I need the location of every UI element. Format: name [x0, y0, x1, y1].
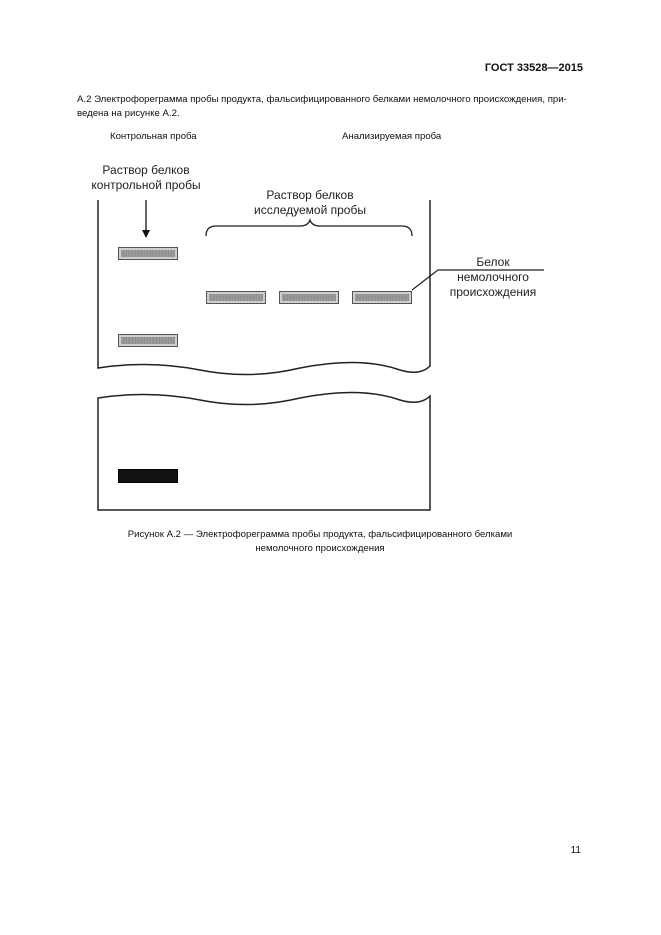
caption-line-2: немолочного происхождения	[255, 543, 385, 554]
column-label-control: Контрольная проба	[110, 131, 197, 142]
caption-line-1: Рисунок А.2 — Электрофореграмма пробы продукта, фальсифицированного белками	[127, 529, 513, 540]
paragraph-line-2: ведена на рисунке А.2.	[77, 108, 180, 119]
label-nonmilk-line-1: Белок	[476, 255, 510, 269]
page-number: 11	[570, 845, 581, 856]
label-analyzed-solution-line-1: Раствор белков	[266, 188, 354, 202]
label-nonmilk-line-3: происхождения	[449, 285, 537, 299]
label-analyzed-solution-line-2: исследуемой пробы	[254, 203, 366, 217]
label-nonmilk-line-2: немолочного	[457, 270, 529, 284]
figure-caption	[60, 528, 580, 556]
gel-lower-outline	[98, 392, 430, 510]
control-arrow-head	[142, 230, 150, 238]
control-band-middle	[118, 334, 178, 347]
nonmilk-leader-line	[412, 270, 544, 290]
label-control-solution-line-1: Раствор белков	[102, 163, 190, 177]
control-band-upper	[118, 247, 178, 260]
control-band-lower	[118, 469, 178, 483]
analyzed-band-1	[206, 291, 266, 304]
label-control-solution-line-2: контрольной пробы	[91, 178, 201, 192]
document-standard-id: ГОСТ 33528—2015	[484, 62, 583, 74]
analyzed-brace	[206, 220, 412, 236]
analyzed-band-2	[279, 291, 339, 304]
column-label-analyzed: Анализируемая проба	[342, 131, 442, 142]
analyzed-band-3	[352, 291, 412, 304]
paragraph-line-1: А.2 Электрофореграмма пробы продукта, фальсифицированного белками немолочного происхождения, при-	[77, 94, 567, 105]
